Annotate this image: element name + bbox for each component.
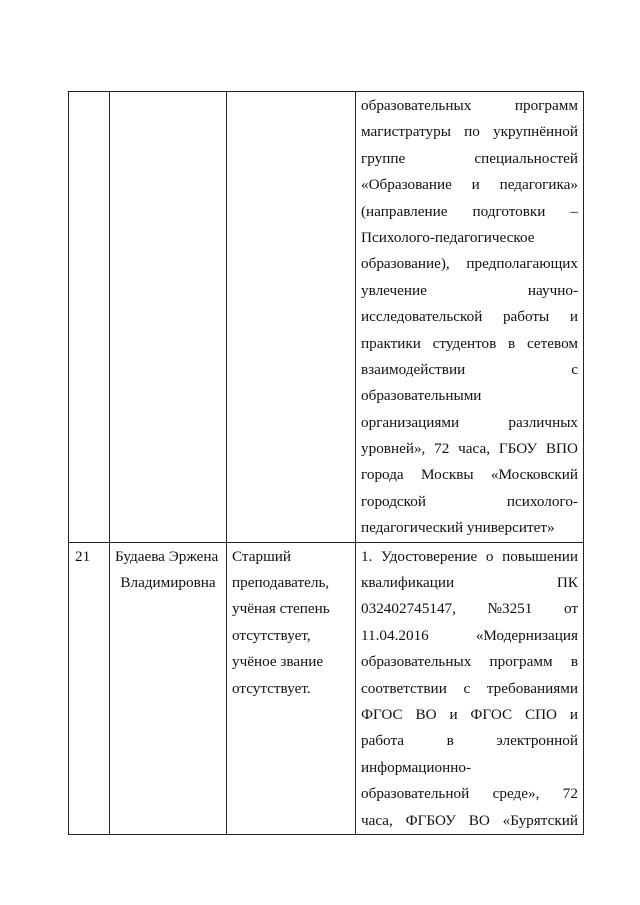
qualification-word: часа, bbox=[458, 440, 490, 458]
qualification-word: образование), bbox=[361, 255, 450, 273]
qualification-line bbox=[361, 119, 578, 145]
row-number bbox=[75, 93, 104, 119]
qualification-word: организациями bbox=[361, 413, 460, 431]
qualification-word: Психолого-педагогическое bbox=[361, 228, 535, 246]
qualification-word: ВО bbox=[415, 705, 437, 723]
qualification-line bbox=[361, 251, 578, 277]
qualification-line bbox=[361, 304, 578, 330]
qualification-word: образовательной bbox=[361, 785, 470, 803]
qualification-word: подготовки bbox=[472, 202, 546, 220]
qualification-word: 72 bbox=[434, 440, 450, 458]
qualification-word: группе bbox=[361, 149, 406, 167]
qualification-word: 032402745147, bbox=[361, 600, 456, 618]
qualification-word: магистратуры bbox=[361, 123, 451, 141]
qualification-line bbox=[361, 728, 578, 754]
qualification-word: работы bbox=[502, 308, 550, 326]
qualification-word: и bbox=[471, 176, 480, 194]
position-line: отсутствует. bbox=[232, 679, 311, 697]
qualification-line bbox=[361, 410, 578, 436]
qualification-word: образовательных bbox=[361, 653, 472, 671]
qualification-word: в bbox=[446, 732, 454, 750]
name-line: Будаева Эржена bbox=[115, 547, 219, 565]
qualification-word: 72 bbox=[562, 785, 578, 803]
qualification-word: 1. bbox=[361, 547, 373, 565]
qualification-word: по bbox=[464, 123, 480, 141]
qualification-word: образовательных bbox=[361, 97, 472, 114]
qualification-word: различных bbox=[508, 413, 578, 431]
qualification-word: программ bbox=[489, 653, 553, 671]
qualification-word: с bbox=[463, 679, 471, 697]
qualification-line bbox=[361, 702, 578, 728]
qualification-word: укрупнённой bbox=[493, 123, 578, 141]
cell-qualification bbox=[356, 542, 584, 834]
qualification-line bbox=[361, 544, 578, 570]
qualification-word: практики bbox=[361, 334, 421, 352]
qualification-word: предполагающих bbox=[466, 255, 578, 273]
cell-name bbox=[110, 92, 227, 543]
qualification-word: сетевом bbox=[526, 334, 578, 352]
staff-qualification-table bbox=[68, 91, 584, 835]
qualification-word: о bbox=[485, 547, 494, 565]
qualification-word: электронной bbox=[496, 732, 578, 750]
qualification-word: (направление bbox=[361, 202, 448, 220]
qualification-word: педагогический университет» bbox=[361, 519, 555, 537]
qualification-line bbox=[361, 649, 578, 675]
row-number: 21 bbox=[75, 547, 91, 565]
cell-qualification bbox=[356, 92, 584, 543]
qualification-word: среде», bbox=[492, 785, 540, 803]
qualification-line bbox=[361, 225, 578, 251]
qualification-line bbox=[361, 515, 578, 541]
qualification-word: ВО bbox=[468, 811, 490, 829]
qualification-word: студентов bbox=[432, 334, 497, 352]
qualification-word: и bbox=[569, 308, 578, 326]
qualification-word: научно- bbox=[527, 281, 578, 299]
qualification-word: специальностей bbox=[474, 149, 578, 167]
qualification-word: Удостоверение bbox=[381, 547, 478, 565]
qualification-word: – bbox=[570, 202, 578, 220]
qualification-line bbox=[361, 808, 578, 834]
qualification-word: №3251 bbox=[487, 600, 533, 618]
qualification-word: психолого- bbox=[506, 492, 578, 510]
cell-position bbox=[227, 92, 356, 543]
qualification-word: взаимодействии bbox=[361, 360, 466, 378]
qualification-line bbox=[361, 199, 578, 225]
qualification-line bbox=[361, 331, 578, 357]
qualification-word: часа, bbox=[361, 811, 393, 829]
qualification-line bbox=[361, 623, 578, 649]
qualification-word: требованиями bbox=[486, 679, 578, 697]
qualification-line bbox=[361, 93, 578, 119]
qualification-word: и bbox=[449, 705, 458, 723]
qualification-word: Москвы bbox=[420, 466, 474, 484]
qualification-line bbox=[361, 570, 578, 596]
position-line: отсутствует, bbox=[232, 626, 311, 644]
cell-name bbox=[110, 542, 227, 834]
qualification-word: уровней», bbox=[361, 440, 426, 458]
qualification-line bbox=[361, 278, 578, 304]
qualification-word: «Бурятский bbox=[502, 811, 578, 829]
table-row bbox=[69, 92, 584, 543]
qualification-word: ФГБОУ bbox=[405, 811, 456, 829]
qualification-word: программ bbox=[514, 97, 578, 114]
qualification-word: «Образование bbox=[361, 176, 452, 194]
qualification-line bbox=[361, 436, 578, 462]
qualification-word: соответствии bbox=[361, 679, 447, 697]
qualification-word: повышении bbox=[502, 547, 578, 565]
qualification-word: увлечение bbox=[361, 281, 427, 299]
qualification-line bbox=[361, 489, 578, 515]
qualification-word: в bbox=[508, 334, 516, 352]
cell-position bbox=[227, 542, 356, 834]
qualification-word: от bbox=[563, 600, 578, 618]
qualification-line bbox=[361, 357, 578, 383]
qualification-word: и bbox=[569, 705, 578, 723]
qualification-word: ПК bbox=[556, 574, 578, 592]
position-line: Старший bbox=[232, 547, 292, 565]
qualification-word: информационно- bbox=[361, 758, 472, 776]
qualification-word: исследовательской bbox=[361, 308, 483, 326]
position-line: учёное звание bbox=[232, 653, 324, 671]
qualification-line bbox=[361, 755, 578, 781]
table-row bbox=[69, 542, 584, 834]
qualification-word: в bbox=[570, 653, 578, 671]
qualification-word: педагогика» bbox=[499, 176, 578, 194]
qualification-word: 11.04.2016 bbox=[361, 626, 429, 644]
qualification-line bbox=[361, 781, 578, 807]
qualification-line bbox=[361, 383, 578, 409]
qualification-word: ВПО bbox=[545, 440, 578, 458]
qualification-line bbox=[361, 172, 578, 198]
qualification-word: квалификации bbox=[361, 574, 455, 592]
qualification-line bbox=[361, 596, 578, 622]
cell-number bbox=[69, 92, 110, 543]
qualification-word: работа bbox=[361, 732, 405, 750]
qualification-line bbox=[361, 462, 578, 488]
qualification-word: ФГОС bbox=[470, 705, 513, 723]
position-line: преподаватель, bbox=[232, 574, 330, 592]
qualification-word: городской bbox=[361, 492, 426, 510]
qualification-word: с bbox=[571, 360, 578, 378]
name-line: Владимировна bbox=[120, 574, 216, 592]
qualification-line bbox=[361, 676, 578, 702]
qualification-word: СПО bbox=[524, 705, 558, 723]
cell-number bbox=[69, 542, 110, 834]
qualification-line bbox=[361, 146, 578, 172]
qualification-word: ГБОУ bbox=[498, 440, 538, 458]
qualification-word: ФГОС bbox=[361, 705, 403, 723]
qualification-word: города bbox=[361, 466, 404, 484]
qualification-word: «Московский bbox=[490, 466, 578, 484]
qualification-word: образовательными bbox=[361, 387, 482, 405]
position-line: учёная степень bbox=[232, 600, 330, 618]
qualification-word: «Модернизация bbox=[475, 626, 578, 644]
